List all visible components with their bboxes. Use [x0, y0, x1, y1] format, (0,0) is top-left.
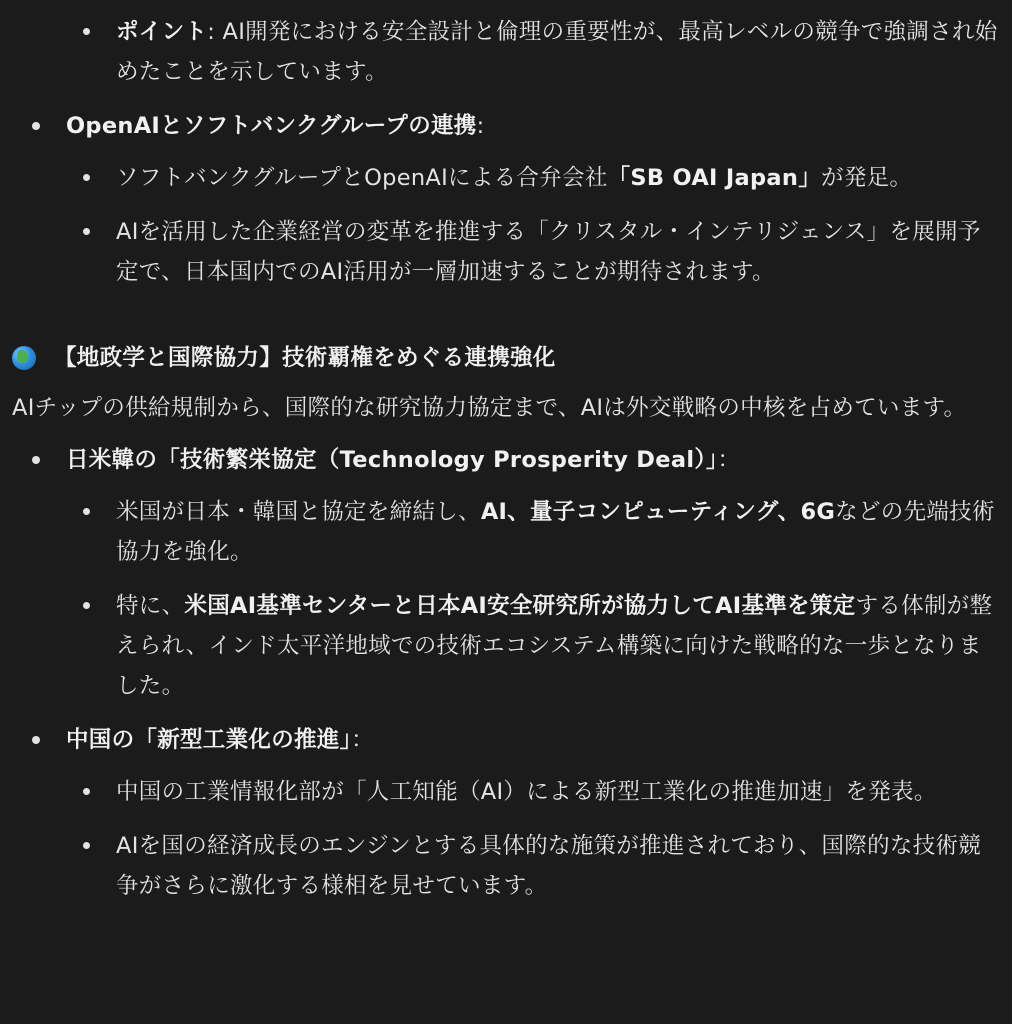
section-heading	[0, 338, 1000, 378]
sub-text: 中国の工業情報化部が「人工知能（AI）による新型工業化の推進加速」を発表。	[116, 779, 937, 805]
sub-text: が発足。	[821, 165, 913, 191]
colon: ：	[351, 727, 374, 753]
sub-text: する体制が整えられ、インド太平洋地域での技術エコシステム構築に向けた戦略的な一歩となりました。	[116, 593, 993, 699]
openai-sublist	[66, 158, 1000, 292]
colon: :	[207, 19, 223, 45]
list-item	[66, 158, 1000, 198]
section-title-text: 【地政学と国際協力】技術覇権をめぐる連携強化	[54, 345, 556, 371]
bold-text: 米国AI基準センターと日本AI安全研究所が協力してAI基準を策定	[184, 593, 856, 619]
openai-list	[0, 106, 1000, 292]
list-item-tech-deal	[0, 440, 1000, 706]
openai-softbank-title: OpenAIとソフトバンクグループの連携	[66, 113, 477, 139]
sub-text: 米国が日本・韓国と協定を締結し、	[116, 499, 481, 525]
point-label: ポイント	[116, 19, 208, 45]
bold-text: AI、量子コンピューティング、6G	[480, 499, 836, 525]
list-item	[66, 586, 1000, 706]
section-intro: AIチップの供給規制から、国際的な研究協力協定まで、AIは外交戦略の中核を占めています。	[12, 395, 967, 421]
list-item	[66, 12, 1000, 92]
china-sublist	[66, 772, 1000, 906]
geopolitics-list	[0, 440, 1000, 906]
colon: ：	[717, 447, 741, 473]
chat-response	[0, 12, 1000, 920]
list-item-openai-softbank	[0, 106, 1000, 292]
deal-title: 日米韓の「技術繁栄協定（Technology Prosperity Deal）」	[66, 447, 718, 473]
sub-text: AIを活用した企業経営の変革を推進する「クリスタル・インテリジェンス」を展開予定で、日本国内でのAI活用が一層加速することが期待されます。	[116, 219, 981, 285]
sub-text: などの先端技術協力を強化。	[116, 499, 995, 565]
sub-text: AIを国の経済成長のエンジンとする具体的な施策が推進されており、国際的な技術競争がさらに激化する様相を見せています。	[116, 833, 982, 899]
list-item	[66, 492, 1000, 572]
deal-sublist	[66, 492, 1000, 706]
point-text: AI開発における安全設計と倫理の重要性が、最高レベルの競争で強調され始めたことを示しています。	[116, 19, 998, 85]
china-title: 中国の「新型工業化の推進」	[66, 727, 352, 753]
list-item	[66, 212, 1000, 292]
sub-text: 特に、	[116, 593, 185, 619]
sub-text: ソフトバンクグループとOpenAIによる合弁会社	[116, 165, 608, 191]
top-sublist	[0, 12, 1000, 92]
colon: :	[476, 113, 485, 139]
globe-icon	[12, 346, 36, 370]
list-item	[66, 772, 1000, 812]
list-item	[66, 826, 1000, 906]
sb-oai-japan-bold: 「SB OAI Japan」	[607, 165, 822, 191]
list-item-china	[0, 720, 1000, 906]
